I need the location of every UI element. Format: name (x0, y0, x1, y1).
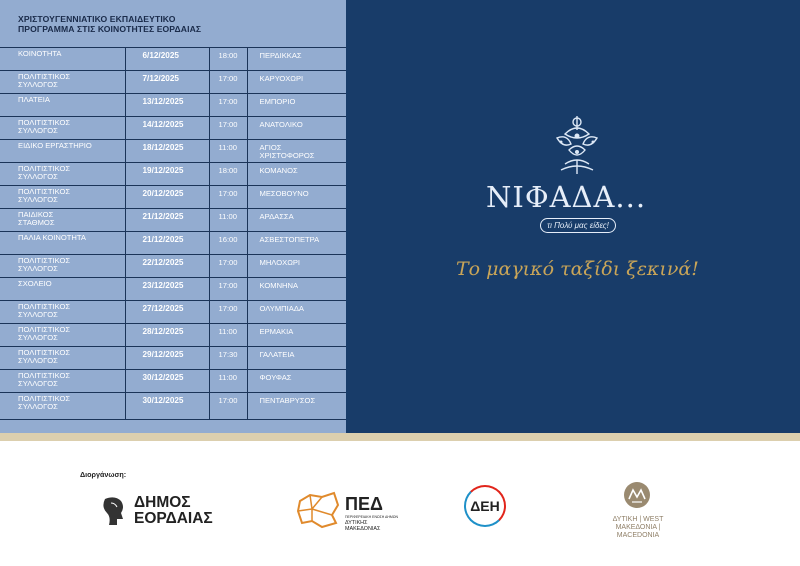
wm-line1: ΔΥΤΙΚΗ | WEST (612, 516, 664, 523)
schedule-date: 28/12/2025 (125, 324, 209, 347)
schedule-row (0, 324, 346, 347)
schedule-place: ΚΟΜΑΝΟΣ (247, 163, 346, 186)
schedule-date: 14/12/2025 (125, 117, 209, 140)
schedule-time: 18:00 (209, 48, 247, 71)
schedule-date: 18/12/2025 (125, 140, 209, 163)
emblem-icon (547, 112, 607, 178)
schedule-time: 11:00 (209, 324, 247, 347)
schedule-row (0, 209, 346, 232)
dimos-line1: ΔΗΜΟΣ (134, 494, 191, 511)
ped-subtitle (345, 514, 405, 532)
schedule-date: 6/12/2025 (125, 48, 209, 71)
schedule-row (0, 186, 346, 209)
schedule-time: 11:00 (209, 140, 247, 163)
schedule-title-line1: ΧΡΙΣΤΟΥΓΕΝΝΙΑΤΙΚΟ ΕΚΠΑΙΔΕΥΤΙΚΟ (18, 14, 176, 24)
schedule-date: 30/12/2025 (125, 393, 209, 420)
schedule-place: ΚΟΜΝΗΝΑ (247, 278, 346, 301)
schedule-time: 17:00 (209, 94, 247, 117)
schedule-org: ΠΟΛΙΤΙΣΤΙΚΟΣ ΣΥΛΛΟΓΟΣ (0, 393, 125, 420)
schedule-place: ΠΕΡΔΙΚΚΑΣ (247, 48, 346, 71)
schedule-time: 17:00 (209, 278, 247, 301)
wm-line2: ΜΑΚΕΔΟΝΙΑ | MACEDONIA (615, 524, 661, 539)
schedule-row (0, 278, 346, 301)
schedule-place: ΚΑΡΥΟΧΩΡΙ (247, 71, 346, 94)
schedule-place: ΟΛΥΜΠΙΑΔΑ (247, 301, 346, 324)
schedule-row (0, 301, 346, 324)
slogan: Το μαγικό ταξίδι ξεκινά! (456, 258, 699, 280)
schedule-place: ΑΣΒΕΣΤΟΠΕΤΡΑ (247, 232, 346, 255)
schedule-org: ΠΟΛΙΤΙΣΤΙΚΟΣ ΣΥΛΛΟΓΟΣ (0, 347, 125, 370)
schedule-place: ΠΕΝΤΑΒΡΥΣΟΣ (247, 393, 346, 420)
schedule-time: 17:00 (209, 393, 247, 420)
schedule-date: 21/12/2025 (125, 232, 209, 255)
schedule-time: 17:00 (209, 186, 247, 209)
schedule-time: 17:30 (209, 347, 247, 370)
ped-subtitle-line2: ΔΥΤΙΚΗΣ (345, 520, 368, 526)
schedule-row (0, 370, 346, 393)
schedule-time: 17:00 (209, 301, 247, 324)
schedule-row (0, 71, 346, 94)
schedule-place: ΦΟΥΦΑΣ (247, 370, 346, 393)
ped-map-icon (294, 491, 342, 529)
schedule-row (0, 255, 346, 278)
schedule-row (0, 347, 346, 370)
schedule-place: ΑΡΔΑΣΣΑ (247, 209, 346, 232)
schedule-time: 18:00 (209, 163, 247, 186)
schedule-row (0, 48, 346, 71)
brand-panel (346, 0, 800, 433)
schedule-place: ΕΡΜΑΚΙΑ (247, 324, 346, 347)
schedule-org: ΠΟΛΙΤΙΣΤΙΚΟΣ ΣΥΛΛΟΓΟΣ (0, 301, 125, 324)
schedule-place: ΜΗΛΟΧΩΡΙ (247, 255, 346, 278)
dimos-logo-text (134, 495, 213, 527)
schedule-date: 7/12/2025 (125, 71, 209, 94)
schedule-date: 23/12/2025 (125, 278, 209, 301)
west-macedonia-logo-icon (623, 481, 651, 509)
ped-subtitle-line3: ΜΑΚΕΔΟΝΙΑΣ (345, 526, 381, 532)
schedule-time: 16:00 (209, 232, 247, 255)
schedule-place: ΜΕΣΟΒΟΥΝΟ (247, 186, 346, 209)
schedule-row (0, 140, 346, 163)
schedule-date: 21/12/2025 (125, 209, 209, 232)
schedule-date: 30/12/2025 (125, 370, 209, 393)
brand-name: ΝΙΦΑΔΑ... (486, 180, 647, 214)
schedule-date: 19/12/2025 (125, 163, 209, 186)
schedule-org: ΠΟΛΙΤΙΣΤΙΚΟΣ ΣΥΛΛΟΓΟΣ (0, 255, 125, 278)
schedule-org: ΠΟΛΙΤΙΣΤΙΚΟΣ ΣΥΛΛΟΓΟΣ (0, 163, 125, 186)
schedule-org: ΠΛΑΤΕΙΑ (0, 94, 125, 117)
schedule-time: 11:00 (209, 209, 247, 232)
schedule-row (0, 232, 346, 255)
schedule-place: ΑΝΑΤΟΛΙΚΟ (247, 117, 346, 140)
deh-logo: ΔΕΗ (464, 485, 506, 527)
schedule-org: ΠΟΛΙΤΙΣΤΙΚΟΣ ΣΥΛΛΟΓΟΣ (0, 370, 125, 393)
schedule-row (0, 393, 346, 420)
brand-tagline: τι Πολύ μας είδες! (540, 218, 616, 233)
schedule-date: 13/12/2025 (125, 94, 209, 117)
gold-divider (0, 433, 800, 441)
schedule-row (0, 94, 346, 117)
dimos-line2: ΕΟΡΔΑΙΑΣ (134, 510, 213, 527)
schedule-date: 29/12/2025 (125, 347, 209, 370)
organizer-label: Διοργάνωση: (80, 470, 127, 479)
ped-subtitle-line1: ΠΕΡΙΦΕΡΕΙΑΚΗ ΕΝΩΣΗ ΔΗΜΩΝ (345, 515, 398, 519)
schedule-org: ΚΟΙΝΟΤΗΤΑ (0, 48, 125, 71)
schedule-date: 22/12/2025 (125, 255, 209, 278)
ped-logo-text: ΠΕΔ (345, 494, 383, 514)
schedule-time: 17:00 (209, 71, 247, 94)
schedule-time: 17:00 (209, 255, 247, 278)
schedule-org: ΠΑΙΔΙΚΟΣ ΣΤΑΘΜΟΣ (0, 209, 125, 232)
schedule-time: 17:00 (209, 117, 247, 140)
schedule-place: ΑΓΙΟΣ ΧΡΙΣΤΟΦΟΡΟΣ (247, 140, 346, 163)
schedule-row (0, 117, 346, 140)
schedule-place: ΕΜΠΟΡΙΟ (247, 94, 346, 117)
dimos-emblem-icon (97, 495, 129, 529)
schedule-org: ΠΟΛΙΤΙΣΤΙΚΟΣ ΣΥΛΛΟΓΟΣ (0, 117, 125, 140)
schedule-date: 20/12/2025 (125, 186, 209, 209)
schedule-org: ΕΙΔΙΚΟ ΕΡΓΑΣΤΗΡΙΟ (0, 140, 125, 163)
schedule-org: ΠΟΛΙΤΙΣΤΙΚΟΣ ΣΥΛΛΟΓΟΣ (0, 71, 125, 94)
schedule-org: ΠΟΛΙΤΙΣΤΙΚΟΣ ΣΥΛΛΟΓΟΣ (0, 324, 125, 347)
schedule-title-line2: ΠΡΟΓΡΑΜΜΑ ΣΤΙΣ ΚΟΙΝΟΤΗΤΕΣ ΕΟΡΔΑΙΑΣ (18, 24, 202, 34)
schedule-place: ΓΑΛΑΤΕΙΑ (247, 347, 346, 370)
west-macedonia-text (598, 516, 678, 540)
schedule-row (0, 163, 346, 186)
schedule-org: ΣΧΟΛΕΙΟ (0, 278, 125, 301)
schedule-time: 11:00 (209, 370, 247, 393)
schedule-date: 27/12/2025 (125, 301, 209, 324)
schedule-table (0, 47, 346, 420)
schedule-org: ΠΟΛΙΤΙΣΤΙΚΟΣ ΣΥΛΛΟΓΟΣ (0, 186, 125, 209)
schedule-org: ΠΑΛΙΑ ΚΟΙΝΟΤΗΤΑ (0, 232, 125, 255)
schedule-panel (0, 0, 346, 433)
